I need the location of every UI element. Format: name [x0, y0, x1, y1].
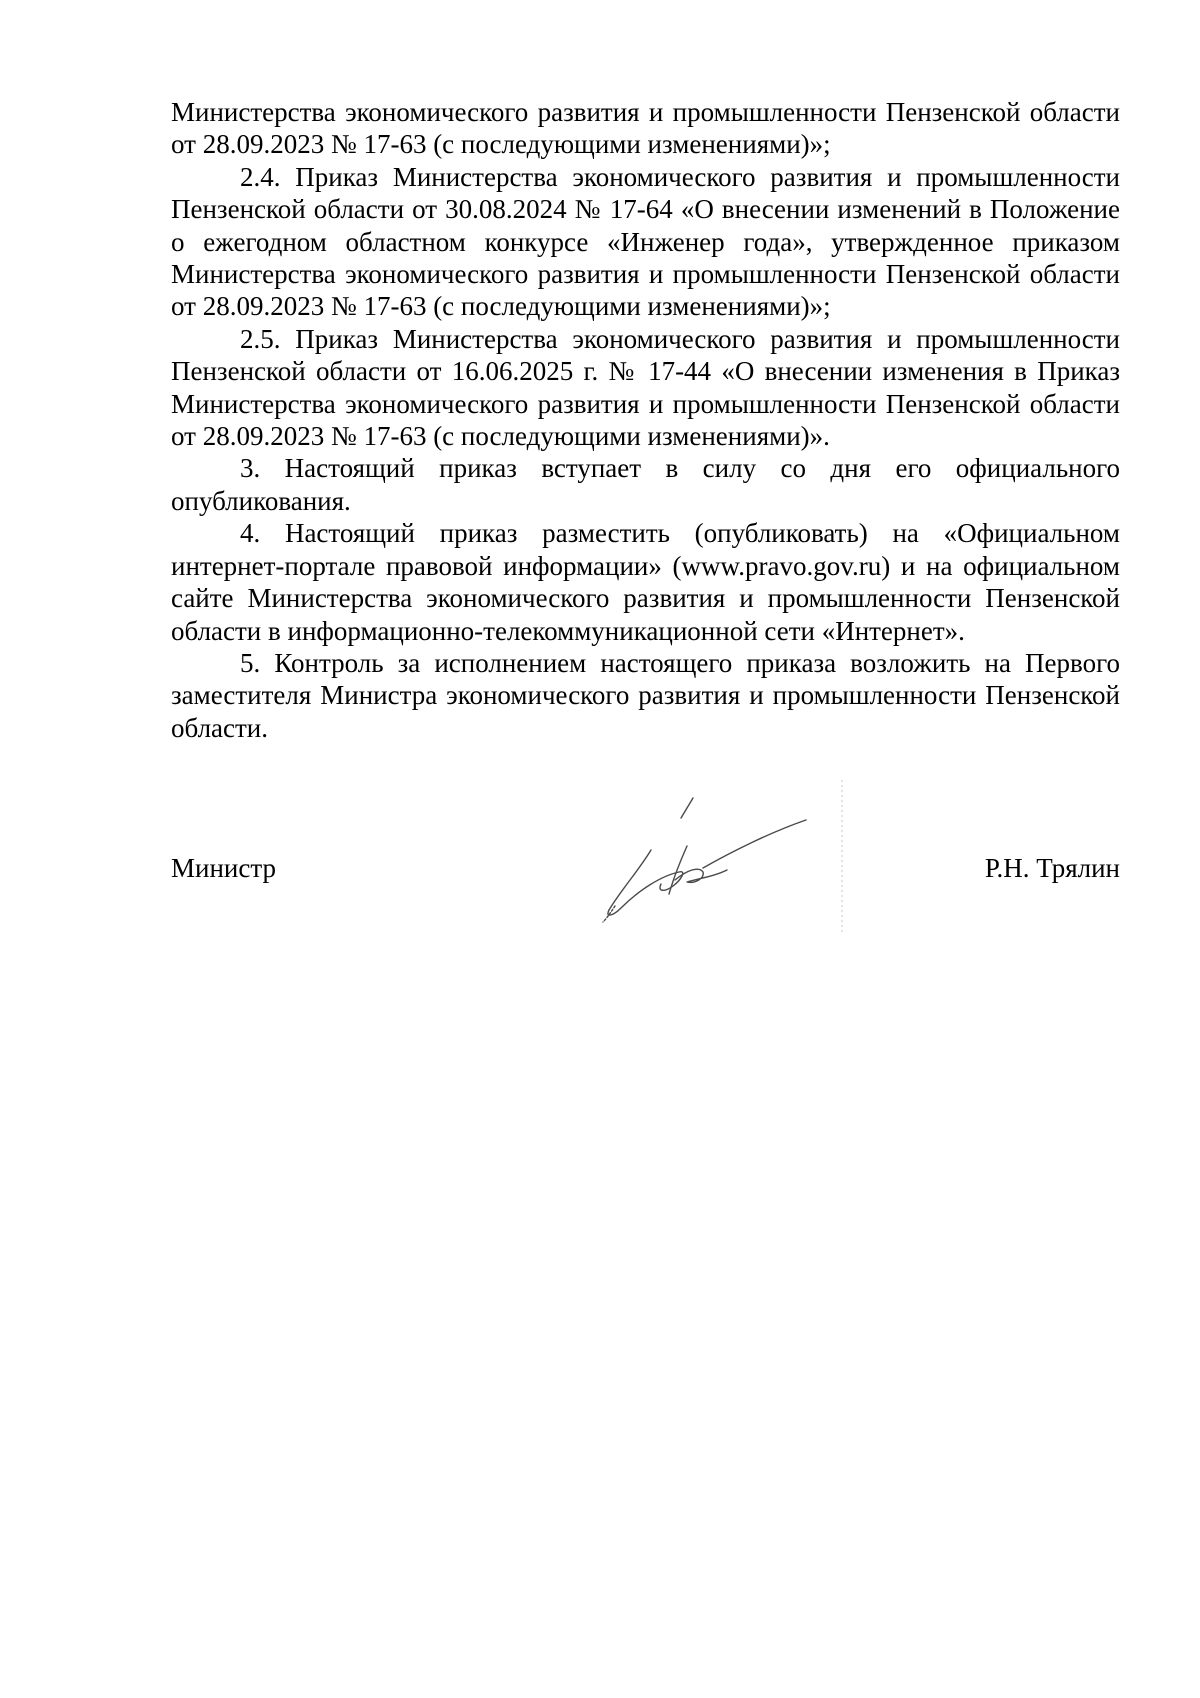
paragraph-4: 4. Настоящий приказ разместить (опубликовать) на «Официальном интернет-портале правовой информации» (www.pravo.gov.ru) и на официальном сайте Министерства экономического развития и промышленности Пензенской области в информационно-телекоммуникационной сети «Интернет».: [171, 518, 1120, 646]
handwritten-signature: [591, 780, 851, 950]
signatory-name: Р.Н. Трялин: [984, 853, 1120, 883]
paragraph-5: 5. Контроль за исполнением настоящего приказа возложить на Первого заместителя Министра экономического развития и промышленности Пензенской области.: [171, 647, 1120, 743]
paragraph-continuation: Министерства экономического развития и промышленности Пензенской области от 28.09.2023 № 17-63 (с последующими изменениями)»;: [171, 97, 1120, 160]
paragraph-2-4: 2.4. Приказ Министерства экономического развития и промышленности Пензенской области от 30.08.2024 № 17-64 «О внесении изменений в Положение о ежегодном областном конкурсе «Инженер года», утвержденное приказом Министерства экономического развития и промышленности Пензенской области от 28.09.2023 № 17-63 (с последующими изменениями)»;: [171, 161, 1120, 322]
document-body: [171, 96, 1120, 744]
signature-block: [171, 780, 1120, 950]
paragraph-3: 3. Настоящий приказ вступает в силу со дня его официального опубликования.: [171, 453, 1120, 516]
paragraph-2-5: 2.5. Приказ Министерства экономического развития и промышленности Пензенской области от 16.06.2025 г. № 17-44 «О внесении изменения в Приказ Министерства экономического развития и промышленности Пензенской области от 28.09.2023 № 17-63 (с последующими изменениями)».: [171, 323, 1120, 452]
signatory-position: Министр: [171, 853, 276, 883]
